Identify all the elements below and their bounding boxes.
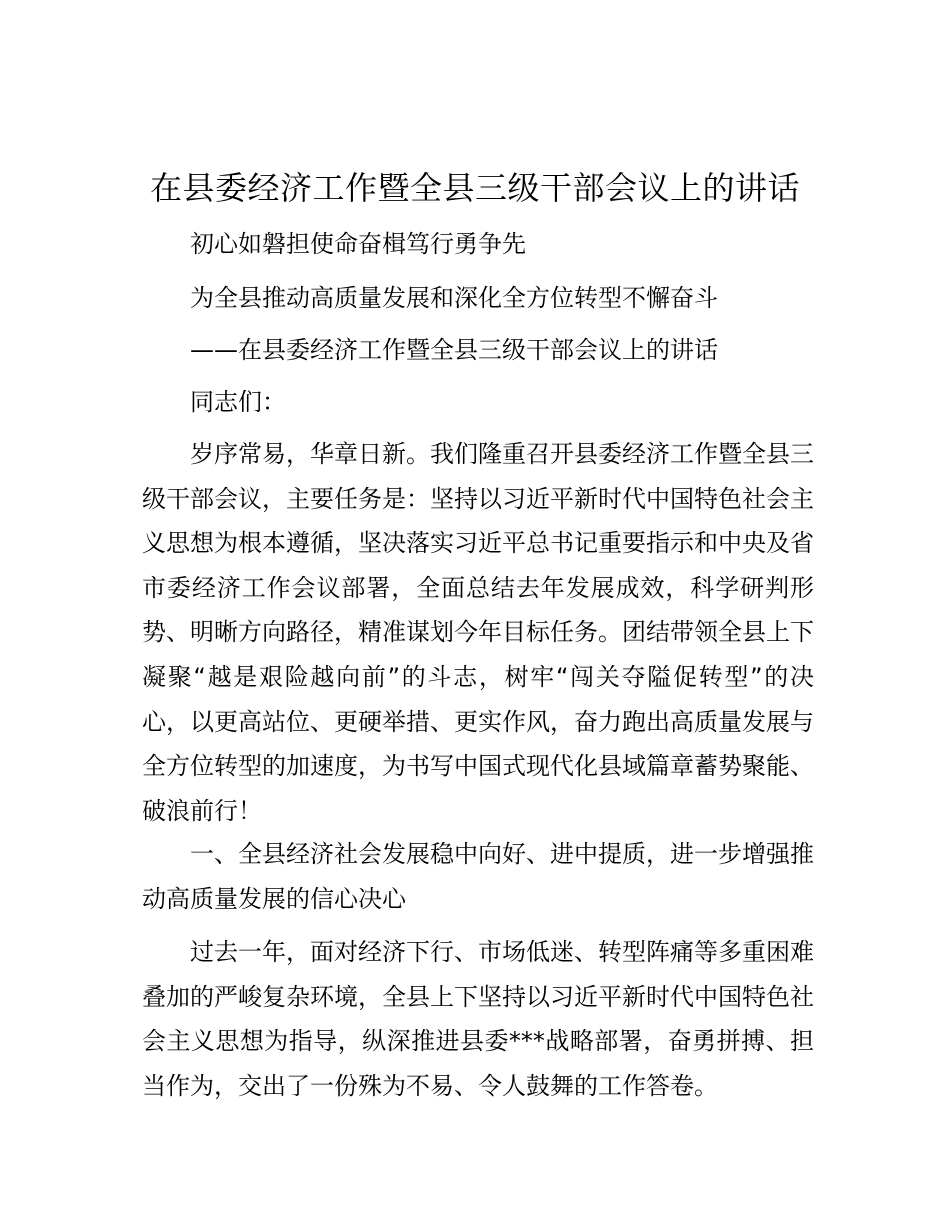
- salutation: 同志们：: [190, 388, 286, 416]
- section-heading-1: 一、全县经济社会发展稳中向好、进中提质，进一步增强推动高质量发展的信心决心: [142, 840, 814, 913]
- paragraph-1: 岁序常易，华章日新。我们隆重召开县委经济工作暨全县三级干部会议，主要任务是：坚持以习近平新时代中国特色社会主义思想为根本遵循，坚决落实习近平总书记重要指示和中央及省市委经济工作会议部署，全面总结去年发展成效，科学研判形势、明晰方向路径，精准谋划今年目标任务。团结带领全县上下凝聚“越是艰险越向前”的斗志，树牢“闯关夺隘促转型”的决心，以更高站位、更硬举措、更实作风，奋力跑出高质量发展与全方位转型的加速度，为书写中国式现代化县域篇章蓄势聚能、破浪前行！: [142, 440, 814, 825]
- subtitle-2: 为全县推动高质量发展和深化全方位转型不懈奋斗: [190, 284, 718, 312]
- subtitle-3: ——在县委经济工作暨全县三级干部会议上的讲话: [190, 336, 718, 364]
- subtitle-1: 初心如磐担使命奋楫笃行勇争先: [190, 230, 526, 258]
- paragraph-2: 过去一年，面对经济下行、市场低迷、转型阵痛等多重困难叠加的严峻复杂环境，全县上下坚持以习近平新时代中国特色社会主义思想为指导，纵深推进县委***战略部署，奋勇拼搏、担当作为，交出了一份殊为不易、令人鼓舞的工作答卷。: [142, 938, 814, 1100]
- document-title: 在县委经济工作暨全县三级干部会议上的讲话: [149, 169, 800, 207]
